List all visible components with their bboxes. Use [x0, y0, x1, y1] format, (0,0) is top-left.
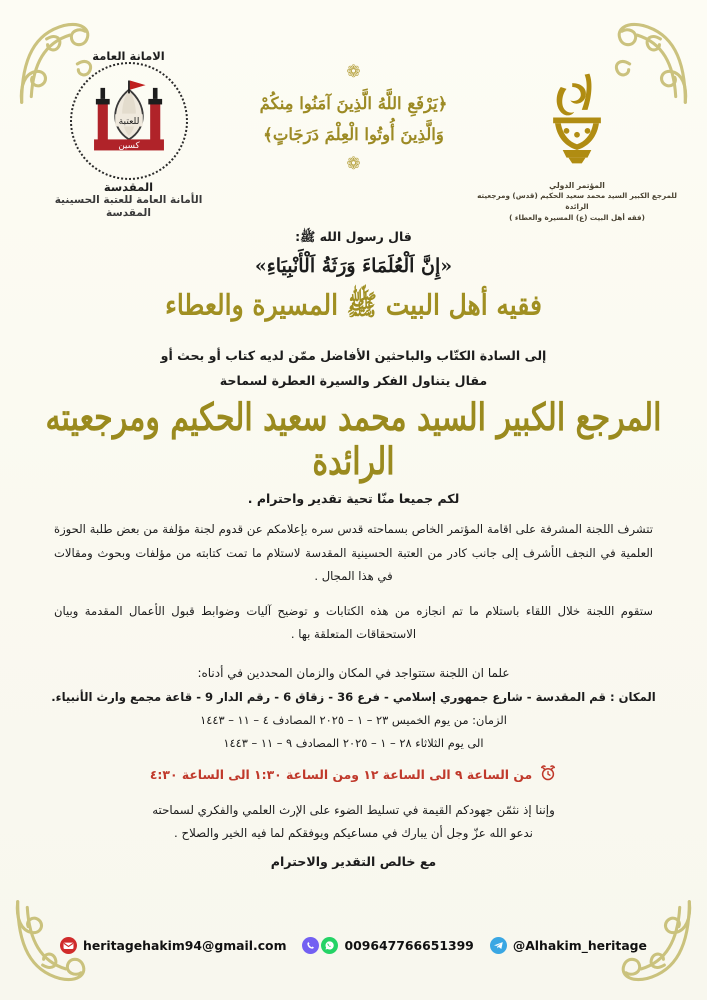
hakim-caption-line-1: المؤتمر الدولي [549, 181, 605, 190]
verse-ornament-top-icon: ❁ [346, 62, 361, 82]
regards-line: مع خالص التقدير والاحترام [270, 854, 437, 870]
emblem-arc-top-label: الامانة العامة [92, 49, 165, 63]
addressed-line-2: مقال يتناول الفكر والسيرة العطرة لسماحة [219, 373, 488, 389]
telegram-value: @Alhakim_heritage [512, 938, 647, 953]
alarm-clock-icon [539, 764, 557, 785]
hakim-caption-line-2: للمرجع الكبير السيد محمد سعيد الحكيم (قدس) ومرجعيته الرائدة [477, 191, 677, 212]
hakim-logo-caption [477, 180, 677, 224]
date-line-1: الزمان: من يوم الخميس ٢٣ – ١ – ٢٠٢٥ المصادف ٤ – ١١ – ١٤٤٣ [200, 713, 507, 728]
contact-telegram[interactable] [490, 937, 647, 954]
contact-phone[interactable] [302, 937, 473, 954]
venue-value: قم المقدسة - شارع جمهوري إسلامي - فرع 36 - زقاق 6 - رقم الدار 9 - قاعة مجمع وارث الأنبياء. [51, 690, 606, 705]
closing-line-1: وإننا إذ نثمّن جهودكم القيمة في تسليط الضوء على الإرث العلمي والفكري لسماحته [152, 803, 555, 818]
verse-ornament-bottom-icon: ❁ [346, 154, 361, 175]
greeting-line: لكم جميعا منّا تحية تقدير واحترام . [247, 491, 460, 507]
hadith-intro-label: قال رسول الله ﷺ: [295, 229, 412, 244]
closing-line-2: ندعو الله عزّ وجل أن يبارك في مساعيكم ويوفقكم لما فيه الخير والصلاح . [174, 826, 533, 841]
email-value: heritagehakim94@gmail.com [83, 938, 287, 953]
al-hakim-calligraphy-mark-icon [534, 66, 620, 171]
details-note: علما ان اللجنة ستتواجد في المكان والزمان المحددين في أدناه: [197, 666, 510, 681]
conference-title-calligraphy: فقيه أهل البيت ﷺ المسيرة والعطاء [165, 288, 542, 322]
quran-verse-line-2: وَالَّذِينَ أُوتُوا الْعِلْمَ دَرَجَاتٍ﴾ [263, 124, 444, 144]
hours-text: من الساعة ٩ الى الساعة ١٢ ومن الساعة ١:٣٠ الى الساعة ٤:٣٠ [149, 767, 533, 783]
viber-whatsapp-icon [302, 937, 338, 954]
date-line-2: الى يوم الثلاثاء ٢٨ – ١ – ٢٠٢٥ المصادف ٩ – ١١ – ١٤٤٣ [223, 736, 484, 751]
shrine-logo-caption: الأمانة العامة للعتبة الحسينية المقدسة [54, 194, 203, 220]
telegram-icon [490, 937, 507, 954]
body-paragraph-2: ستقوم اللجنة خلال اللقاء باستلام ما تم انجازه من هذه الكتابات و توضيح آليات وضوابط قبول الأعمال المقدمة وبيان الاستحقاقات المتعلقة بها . [54, 603, 653, 642]
hadith-text: «إِنَّ اَلْعُلَمَاءَ وَرَثَةُ اَلْأَنْبِيَاءِ» [254, 255, 453, 277]
phone-value: 009647766651399 [344, 938, 474, 953]
hakim-logo-block [477, 66, 677, 224]
svg-text:كسين: كسين [117, 141, 140, 152]
emblem-arc-bottom-label: المقدسة [103, 180, 154, 194]
honoree-name-calligraphy: المرجع الكبير السيد محمد سعيد الحكيم ومرجعيته الرائدة [45, 396, 662, 485]
hakim-caption-line-3: (فقه أهل البيت (ع) المسيرة والعطاء ) [509, 212, 645, 222]
venue-label: المكان : [609, 690, 656, 705]
footer-contacts [0, 937, 707, 954]
email-icon [60, 937, 77, 954]
body-paragraph-1: تتشرف اللجنة المشرفة على اقامة المؤتمر الخاص بسماحته قدس سره بإعلامكم عن قدوم لجنة مؤلفة من بعض طلبة الحوزة العلمية في النجف الأشرف إلى جانب كادر من العتبة الحسينية المقدسة لاستلام ما تمت كتابته من مؤلفات وبحوث ومقالات في هذا المجال . [54, 522, 653, 583]
venue-line [0, 690, 707, 704]
svg-text:للعتبة: للعتبة [118, 115, 139, 127]
addressed-line-1: إلى السادة الكتّاب والباحثين الأفاضل ممّن لديه كتاب أو بحث أو [160, 348, 547, 363]
contact-email[interactable] [60, 937, 286, 954]
poster-header [0, 0, 707, 225]
quran-verse-line-1: ﴿يَرْفَعِ اللَّهُ الَّذِينَ آمَنُوا مِنكُمْ [259, 94, 448, 113]
hours-line [0, 764, 707, 785]
